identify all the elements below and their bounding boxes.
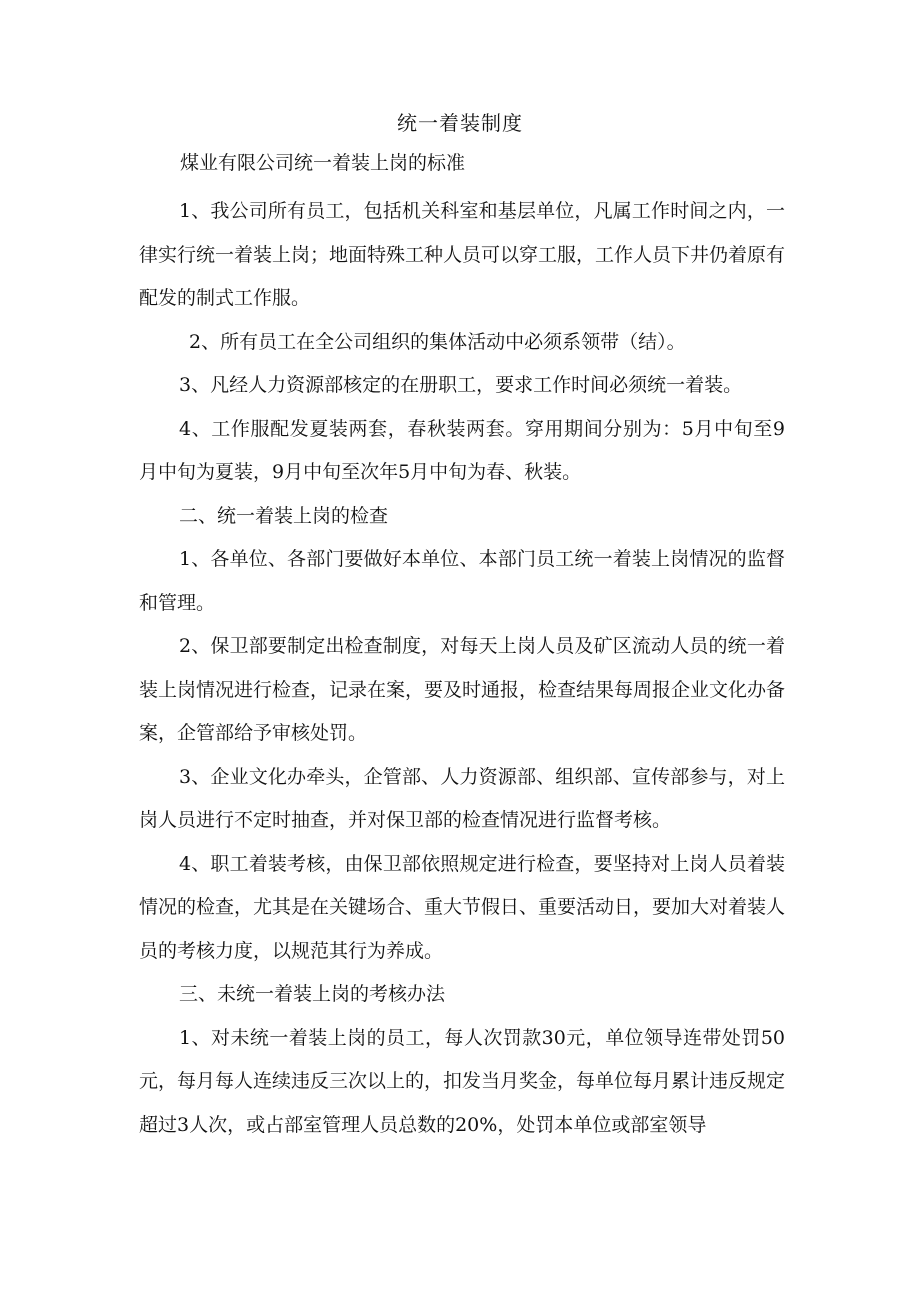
paragraph-standard-3: 3、凡经人力资源部核定的在册职工，要求工作时间必须统一着装。: [179, 374, 743, 396]
paragraph-assessment-1: 1、对未统一着装上岗的员工，每人次罚款30元，单位领导连带处罚50元，每月每人连续违反三次以上的，扣发当月奖金，每单位每月累计违反规定超过3人次，或占部室管理人员总数的20%，处罚本单位或部室领导: [139, 1026, 786, 1136]
document-title: 统一着装制度: [397, 111, 523, 135]
document-subtitle: 煤业有限公司统一着装上岗的标准: [180, 152, 466, 174]
document-body: [139, 190, 785, 1147]
paragraph-standard-4: 4、工作服配发夏装两套，春秋装两套。穿用期间分别为：5月中旬至9月中旬为夏装，9月中旬至次年5月中旬为春、秋装。: [139, 417, 785, 483]
paragraph-inspection-3: 3、企业文化办牵头，企管部、人力资源部、组织部、宣传部参与，对上岗人员进行不定时抽查，并对保卫部的检查情况进行监督考核。: [139, 765, 785, 831]
paragraph-inspection-1: 1、各单位、各部门要做好本单位、本部门员工统一着装上岗情况的监督和管理。: [139, 548, 785, 614]
paragraph-inspection-2: 2、保卫部要制定出检查制度，对每天上岗人员及矿区流动人员的统一着装上岗情况进行检查，记录在案，要及时通报，检查结果每周报企业文化办备案，企管部给予审核处罚。: [139, 635, 786, 744]
paragraph-standard-1: 1、我公司所有员工，包括机关科室和基层单位，凡属工作时间之内，一律实行统一着装上岗；地面特殊工种人员可以穿工服，工作人员下井仍着原有配发的制式工作服。: [139, 200, 786, 309]
section-heading-inspection: 二、统一着装上岗的检查: [179, 504, 389, 527]
paragraph-inspection-4: 4、职工着装考核，由保卫部依照规定进行检查，要坚持对上岗人员着装情况的检查，尤其是在关键场合、重大节假日、重要活动日，要加大对着装人员的考核力度，以规范其行为养成。: [139, 852, 786, 962]
paragraph-standard-2: 2、所有员工在全公司组织的集体活动中必须系领带（结）。: [189, 330, 686, 353]
section-heading-assessment: 三、未统一着装上岗的考核办法: [179, 983, 446, 1005]
